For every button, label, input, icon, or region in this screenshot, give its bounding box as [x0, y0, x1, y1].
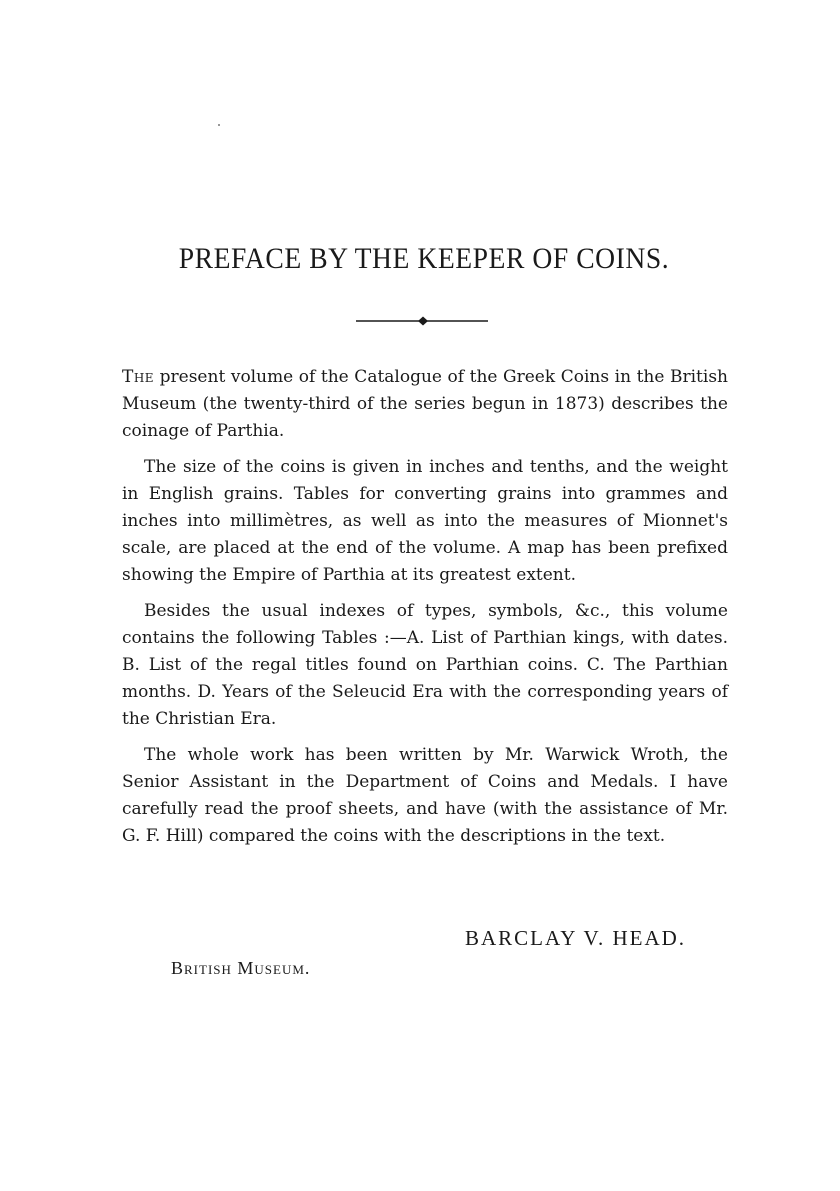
paragraph-1	[122, 364, 728, 445]
ornamental-rule	[356, 311, 488, 331]
paragraph-1-text: present volume of the Catalogue of the Greek Coins in the British Museum (the twenty-third of the series begun in 1873) describes the coinage of Parthia.	[122, 367, 728, 441]
place-line: British Museum.	[171, 958, 311, 978]
paragraph-1-lead: The	[122, 367, 155, 387]
signature: BARCLAY V. HEAD.	[465, 926, 687, 950]
paragraph-2: The size of the coins is given in inches and tenths, and the weight in English grains. Tables for converting grains into grammes and inches into millimètres, as well as into the measures of Mionnet's scale, are placed at the end of the volume. A map has been prefixed showing the Empire of Parthia at its greatest extent.	[122, 457, 728, 585]
preface-body	[122, 364, 728, 859]
page-title: PREFACE BY THE KEEPER OF COINS.	[178, 242, 670, 275]
paragraph-4: The whole work has been written by Mr. Warwick Wroth, the Senior Assistant in the Department of Coins and Medals. I have carefully read the proof sheets, and have (with the assistance of Mr. G. F. Hill) compared the coins with the descriptions in the text.	[122, 745, 728, 846]
page-speck	[218, 124, 220, 126]
diamond-ornament	[418, 317, 428, 326]
paragraph-3: Besides the usual indexes of types, symbols, &c., this volume contains the following Tables :—A. List of Parthian kings, with dates. B. List of the regal titles found on Parthian coins. C. The Parthian months. D. Years of the Seleucid Era with the corresponding years of the Christian Era.	[122, 601, 728, 729]
